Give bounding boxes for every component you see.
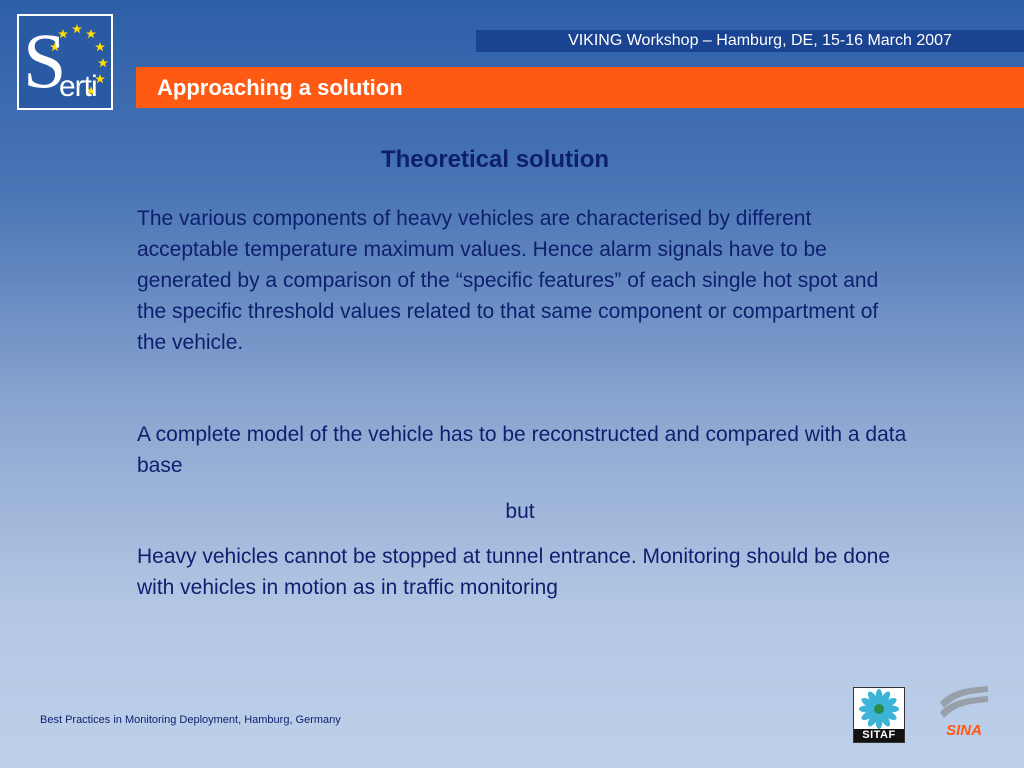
flower-icon [854, 688, 904, 730]
serti-wordmark: erti [59, 70, 97, 103]
sitaf-logo [853, 687, 905, 743]
paragraph-components: The various components of heavy vehicles are characterised by different acceptable temperature maximum values. Hence alarm signals have to be generated by a comparison of the “specific features” of each single hot spot and the specific threshold values related to that same component or compartment of the vehicle. [137, 207, 879, 354]
paragraph-but: but [505, 500, 535, 523]
sina-wordmark: SINA [946, 722, 982, 739]
serti-logo [17, 14, 113, 110]
section-subtitle: Theoretical solution [380, 146, 610, 173]
sitaf-wordmark: SITAF [854, 729, 904, 742]
event-header: VIKING Workshop – Hamburg, DE, 15-16 March 2007 [476, 30, 1024, 52]
sina-logo [938, 682, 990, 742]
slide-title: Approaching a solution [136, 67, 1024, 108]
footer-text: Best Practices in Monitoring Deployment, Hamburg, Germany [40, 714, 341, 726]
road-waves-icon [938, 682, 990, 720]
paragraph-motion: Heavy vehicles cannot be stopped at tunnel entrance. Monitoring should be done with vehicles in motion as in traffic monitoring [137, 545, 891, 599]
paragraph-model: A complete model of the vehicle has to be reconstructed and compared with a data base [137, 423, 907, 477]
serti-s-letter: S [23, 17, 67, 104]
